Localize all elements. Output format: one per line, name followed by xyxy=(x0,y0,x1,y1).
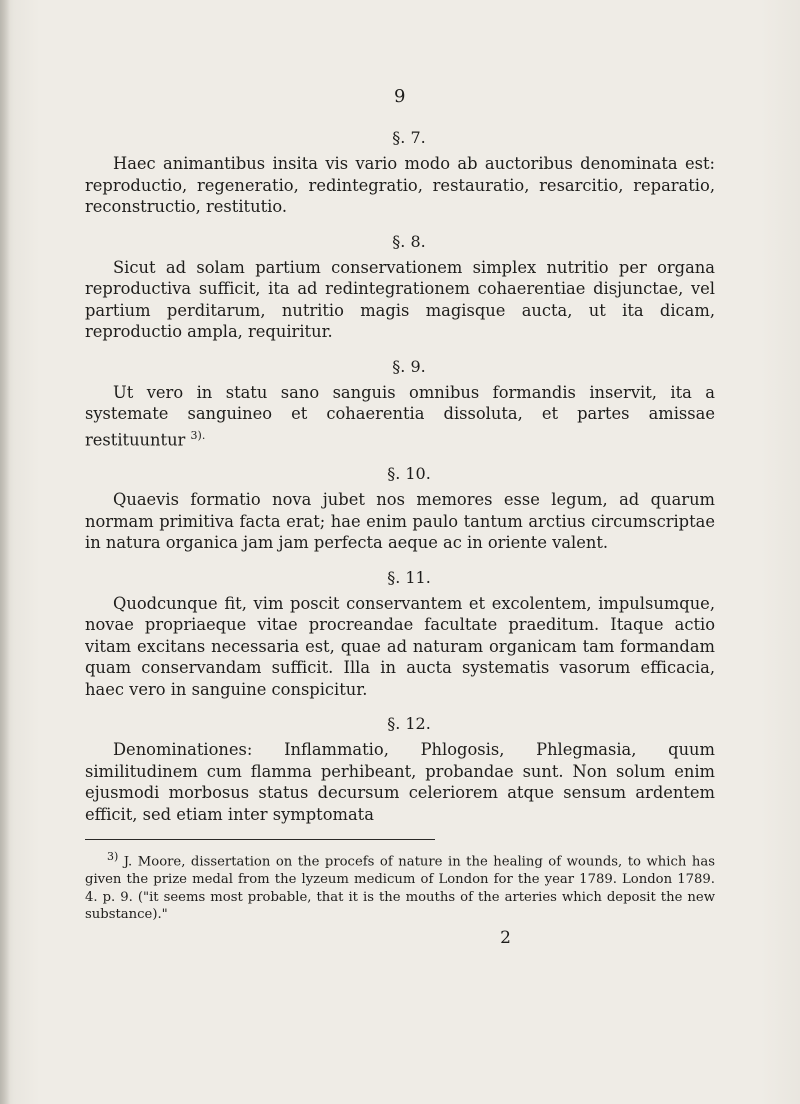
footnote-divider xyxy=(85,839,435,840)
section-paragraph: Sicut ad solam partium conservationem simplex nutritio per organa reproductiva sufficit, ita ad redintegrationem cohaerentiae disjunctae, vel partium perditarum, nutritio magis magisque aucta, ut ita dicam, reproductio ampla, requiritur. xyxy=(85,257,715,341)
paragraph-text: Ut vero in statu sano sanguis omnibus formandis inservit, ita a systemate sanguineo et cohaerentia dissoluta, et partes amissae restituuntur xyxy=(85,382,715,449)
section-heading: §. 11. xyxy=(387,567,431,587)
section-paragraph: Quodcunque fit, vim poscit conservantem et excolentem, impulsumque, novae propriaeque vitae procreandae facultate praeditum. Itaque actio vitam excitans necessaria est, quae ad naturam organicam tam formandam quam conservandam sufficit. Illa in aucta systematis vasorum efficacia, haec vero in sanguine conspicitur. xyxy=(85,593,715,699)
section-heading: §. 12. xyxy=(387,714,431,734)
section-paragraph: Haec animantibus insita vis vario modo ab auctoribus denominata est: reproductio, regeneratio, redintegratio, restauratio, resarcitio, reparatio, reconstructio, restitutio. xyxy=(85,154,715,216)
section-7 xyxy=(85,128,715,218)
section-8 xyxy=(85,232,715,343)
page-number: 9 xyxy=(394,86,406,107)
section-paragraph: Denominationes: Inflammatio, Phlogosis, Phlegmasia, quum similitudinem cum flamma perhibeant, probandae sunt. Non solum enim ejusmodi morbosus status decursum celeriorem atque sensum ardentem efficit, sed etiam inter symptomata xyxy=(85,740,715,824)
section-heading: §. 9. xyxy=(392,356,426,376)
section-heading: §. 10. xyxy=(387,464,431,484)
section-heading: §. 7. xyxy=(392,128,426,147)
section-10 xyxy=(85,464,715,554)
section-12 xyxy=(85,714,715,825)
footnote-text: J. Moore, dissertation on the procefs of nature in the healing of wounds, to which has given the prize medal from the lyzeum medicum of London for the year 1789. London 1789. 4. p. 9. ("it seems most probable, that it is the mouths of the arteries which deposit the new substance)." xyxy=(85,854,715,923)
section-11 xyxy=(85,568,715,701)
footnote xyxy=(85,848,715,923)
section-heading: §. 8. xyxy=(392,231,426,251)
page-edge-shadow xyxy=(0,0,10,1104)
printer-signature: 2 xyxy=(500,927,511,948)
page-content xyxy=(85,128,715,948)
section-paragraph xyxy=(85,382,715,451)
section-9 xyxy=(85,357,715,451)
footnote-reference: 3). xyxy=(190,428,206,442)
section-paragraph: Quaevis formatio nova jubet nos memores esse legum, ad quarum normam primitiva facta erat; hae enim paulo tantum arctius circumscriptae in natura organica jam jam perfecta aeque ac in oriente valent. xyxy=(85,490,715,553)
footnote-mark: 3) xyxy=(107,850,119,864)
